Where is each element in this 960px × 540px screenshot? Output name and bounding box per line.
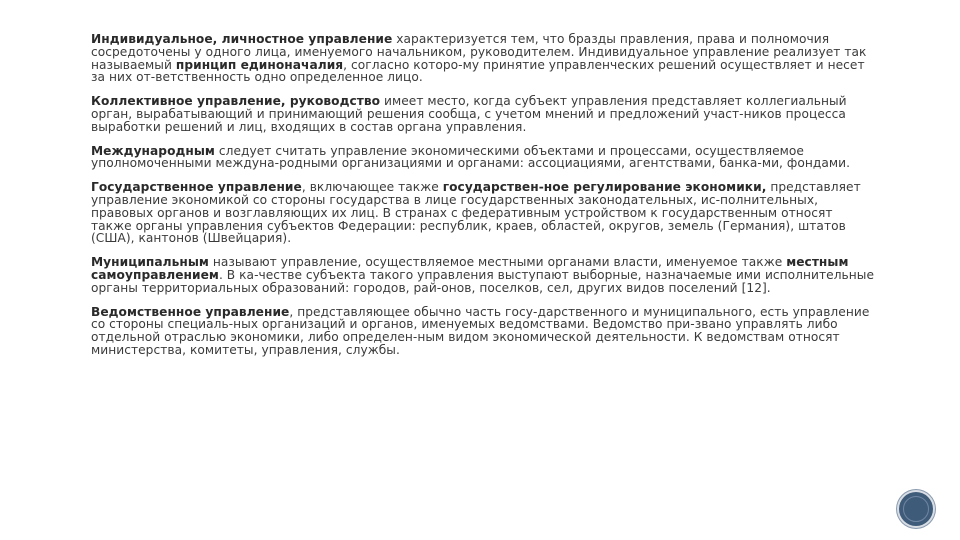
paragraph-municipal [91, 256, 876, 294]
term-collective: Коллективное управление, руководство [91, 94, 381, 109]
text-body [91, 33, 876, 368]
term-individual: Индивидуальное, личностное управление [91, 32, 393, 46]
paragraph-text: , включающее также [301, 180, 443, 195]
paragraph-individual [91, 33, 876, 84]
paragraph-text: , представляющее обычно часть госу-дарственного и муниципального, есть управление со стороны специаль-ных организаций и органов, именуемых ведомствами. Ведомство при-звано управлять либо отдельной отраслью экономики, либо определен-ным видом экономической деятельности. К ведомствам относят министерства, комитеты, управления, службы. [91, 304, 870, 357]
paragraph-collective [91, 95, 876, 133]
paragraph-text: представляет управление экономикой со стороны государства в лице государственных законодательных, ис-полнительных, правовых органов и возглавляющих их лиц. В странах с федеративным устройством к государственным относят также органы управления субъектов Федерации: республик, краев, областей, округов, земель (Германия), штатов (США), кантонов (Швейцария). [91, 180, 861, 246]
paragraph-text: следует считать управление экономическими объектами и процессами, осуществляемое уполномоченными междуна-родными организациями и органами: ассоциациями, агентствами, банка-ми, фондами. [91, 143, 851, 171]
paragraph-text: называют управление, осуществляемое местными органами власти, именуемое также [208, 255, 787, 270]
circle-badge-icon [899, 492, 933, 526]
term-unity-of-command: принцип единоначалия [175, 57, 344, 72]
paragraph-international [91, 145, 876, 171]
paragraph-state [91, 181, 876, 245]
paragraph-text: , согласно которо-му принятие управленческих решений осуществляет и несет за них от-ветственность одно определенное лицо. [91, 57, 865, 85]
term-international: Международным [91, 143, 215, 158]
paragraph-departmental [91, 306, 876, 357]
paragraph-text: характеризуется тем, что бразды правления, права и полномочия сосредоточены у одного лица, именуемого начальником, руководителем. Индивидуальное управление реализует так называемый [91, 32, 867, 72]
paragraph-text: имеет место, когда субъект управления представляет коллегиальный орган, вырабатывающий и принимающий решения сообща, с учетом мнений и предложений участ-ников процесса выработки решений и лиц, входящих в состав органа управления. [91, 94, 847, 134]
paragraph-text: . В ка-честве субъекта такого управления выступают выборные, назначаемые ими исполнительные органы территориальных образований: городов, рай-онов, поселков, сел, других видов поселений [12]. [91, 267, 875, 295]
term-self-government: местным самоуправлением [91, 255, 849, 282]
term-municipal: Муниципальным [91, 255, 209, 270]
term-state: Государственное управление [91, 180, 302, 195]
badge-ring [903, 496, 929, 522]
term-departmental: Ведомственное управление [91, 304, 290, 319]
term-state-regulation: государствен-ное регулирование экономики, [442, 180, 767, 195]
